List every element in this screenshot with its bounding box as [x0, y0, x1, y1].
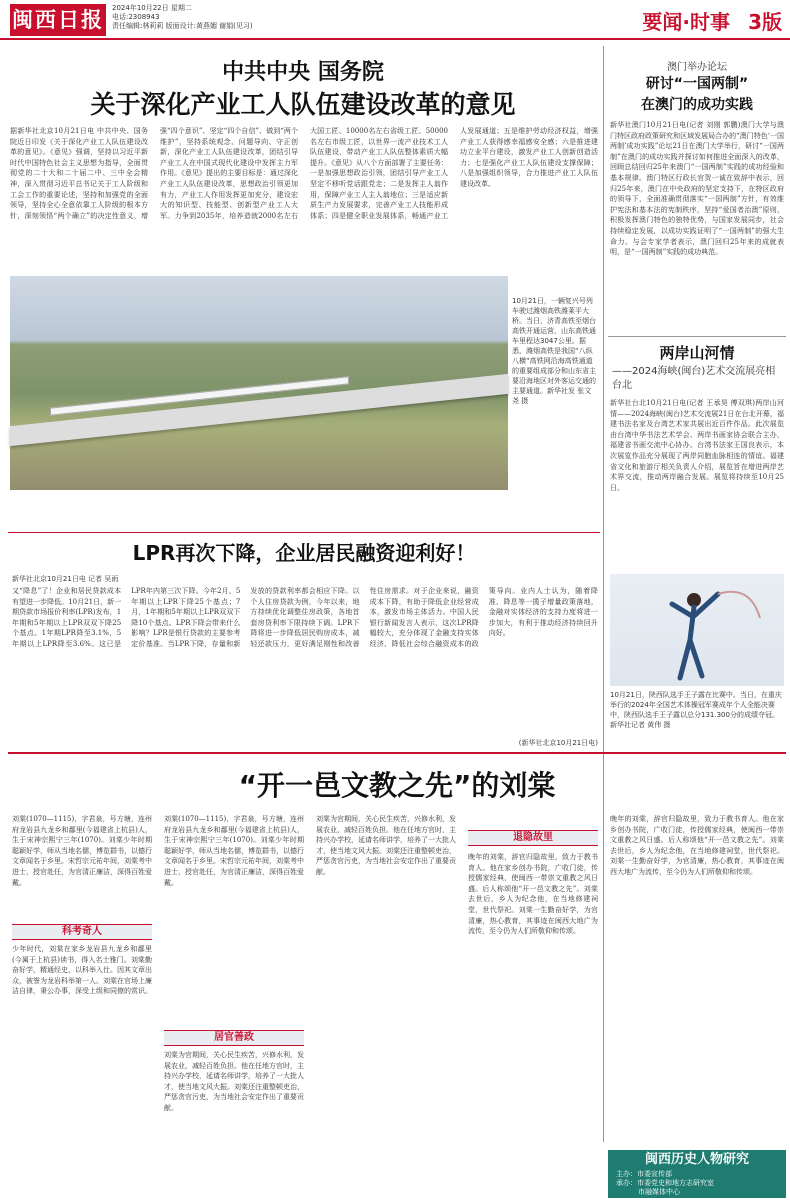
feature-body-d2: 晚年的刘棠，辞官归隐故里，致力于教书育人。他在家乡创办书院，广收门徒，传授儒家经典，使闽西一带崇文重教之风日盛。后人称颂他“开一邑文教之先”。刘棠去世后，乡人为纪念他，在当地修建祠堂，世代祭祀。刘棠一生勤奋好学，为官清廉，热心教育，其事迹在闽西大地广为流传，至今仍为人们所敬仰和传颂。	[610, 815, 784, 876]
feature-body-d: 晚年的刘棠，辞官归隐故里，致力于教书育人。他在家乡创办书院，广收门徒，传授儒家经典，使闽西一带崇文重教之风日盛。后人称颂他“开一邑文教之先”。刘棠去世后，乡人为纪念他，在当地修建祠堂，世代祭祀。刘棠一生勤奋好学，为官清廉，热心教育，其事迹在闽西大地广为流传，至今仍为人们所敬仰和传颂。	[468, 853, 598, 936]
feature-body-c: 刘棠为官期间，关心民生疾苦，兴修水利，发展农业，减轻百姓负担。他在任地方官时，主持兴办学校，延请名师讲学，培养了一大批人才，使当地文风大振。刘棠还注重整顿吏治，严惩贪官污吏，为当地社会安定作出了重要贡献。	[164, 1051, 304, 1112]
gymnast-caption: 10月21日，陕西队选手王子露在比赛中。当日，在重庆举行的2024年全国艺术体操冠军赛成年个人全能决赛中，陕西队选手王子露以总分131.300分的成绩夺冠。新华社记者 黄伟 摄	[610, 691, 782, 729]
lpr-body: 又“降息”了！企业和居民贷款成本有望进一步降低。10月21日，新一期贷款市场报价利率(LPR)发布，1年期和5年期以上LPR双双下降25个基点。1年期LPR降至3.1%，5年期以上LPR降至3.6%。这已是LPR年内第三次下降。今年2月，5年期以上LPR下降25个基点；7月，1年期和5年期以上LPR双双下降10个基点。LPR下降会带来什么影响？LPR是银行贷款的主要参考定价基准。当LPR下降，存量和新发放的贷款利率都会相应下降。以个人住房贷款为例，今年以来，地方持续优化调整住房政策，各地首套房贷利率下限持续下调。LPR下降将进一步降低居民购房成本，减轻还款压力，更好满足刚性和改善性住房需求。对于企业来说，融资成本下降，有助于降低企业经营成本，激发市场主体活力。中国人民银行新闻发言人表示，这次LPR降幅较大，充分体现了金融支持实体经济、降低社会综合融资成本的政策导向。业内人士认为，随着降准、降息等一揽子增量政策落地，金融对实体经济的支持力度将进一步加大，有利于推动经济持续回升向好。	[12, 587, 598, 648]
lpr-byline: 新华社北京10月21日电 记者 吴雨	[12, 575, 119, 583]
sidebar1-body: 新华社澳门10月21日电(记者 刘刚 郭鹏)澳门大学与澳门特区政府政策研究和区域发展局合办的“澳门特色‘一国两制’成功实践”论坛21日在澳门大学举行，研讨“一国两制”在澳门的成功实践并探讨如何推进全面深入的改革，回顾总结回归25年来澳门“一国两制”实践的成功经验和基本规律。澳门特区行政长官贺一诚在致辞中表示，回归25年来，澳门在中央政府的坚定支持下，在特区政府的领导下，全面准确贯彻落实“一国两制”方针，有效维护宪法和基本法的宪制秩序，坚持“爱国者治澳”原则，积极发挥澳门特色的独特优势，与国家发展同步，社会持续稳定发展，以成功实践证明了“一国两制”的强大生命力。与会专家学者表示，澳门回归25年来的成就表明，是“一国两制”实践的成功典范。	[610, 121, 784, 257]
sidebar1-title-line2: 在澳门的成功实践	[641, 97, 753, 113]
newspaper-logo: 闽西日报	[10, 4, 106, 36]
gymnast-photo	[610, 574, 784, 686]
sidebar-divider	[608, 336, 786, 337]
masthead	[0, 0, 790, 40]
lead-body: 据新华社北京10月21日电 中共中央、国务院近日印发《关于深化产业工人队伍建设改革的意见》。《意见》强调，坚持以习近平新时代中国特色社会主义思想为指导，全面贯彻党的二十大和二十届二中、三中全会精神，深入贯彻习近平总书记关于工人阶级和工会工作的重要论述，坚持和加强党的全面领导，坚持全心全意依靠工人阶级的根本方针，深刻领悟“两个确立”的决定性意义，增强“四个意识”、坚定“四个自信”、做到“两个维护”，坚持系统观念、问题导向、守正创新，深化产业工人队伍建设改革，团结引导产业工人在中国式现代化建设中发挥主力军作用。《意见》提出的主要目标是：通过深化产业工人队伍建设改革，思想政治引领更加有力，产业工人作用发挥更加充分，建设宏大的知识型、技能型、创新型产业工人大军。力争到2035年，培养造就2000名左右大国工匠、10000名左右省级工匠、50000名左右市级工匠，以世界一流产业技术工人队伍建设，带动产业工人队伍整体素质大幅提升。《意见》从八个方面部署了主要任务：一是加强思想政治引领，团结引导产业工人坚定不移听党话跟党走；二是发挥主人翁作用，保障产业工人主人翁地位；三是适应新质生产力发展要求，完善产业工人技能形成体系；四是健全职业发展体系，畅通产业工人发展通道；五是维护劳动经济权益，增强产业工人获得感幸福感安全感；六是推进建功立业平台建设，激发产业工人创新创造活力；七是强化产业工人队伍建设支撑保障；八是加强组织领导，合力推进产业工人队伍建设改革。	[10, 127, 598, 220]
lpr-title: LPR再次下降，企业居民融资迎利好！	[132, 541, 476, 565]
sidebar2-body: 新华社台北10月21日电(记者 王承昊 傅双琪)两岸山河情——2024海峡(闽台)艺术交流展21日在台北开幕，福建书法名家及台湾艺术家共展出近百件作品。此次展览由台湾中华书法艺术学会、两岸书画家协会联合主办，福建省书画交流中心协办。台湾书法家王国良表示，本次展览作品充分展现了两岸同胞血脉相连的情谊。福建省文化和旅游厅相关负责人介绍，展览旨在增进两岸艺术界交流，推动两岸融合发展。展览将持续至10月25日。	[610, 399, 784, 492]
banner-line3: 市融媒体中心	[638, 1188, 680, 1196]
section-title: 要闻·时事	[642, 10, 730, 34]
tag-keju: 科考奇人	[12, 924, 152, 940]
feature-top-rule	[8, 752, 786, 754]
highspeed-train-photo	[10, 276, 508, 490]
column-banner	[608, 1150, 786, 1198]
editor-credits: 责任编辑:林莉莉 版面设计:黄燕媚 谢娟(见习)	[112, 22, 253, 30]
banner-line1: 主办：市委宣传部	[616, 1170, 672, 1178]
lead-title-line1: 中共中央 国务院	[222, 60, 384, 85]
lpr-footer: (新华社北京10月21日电)	[518, 739, 598, 747]
feature-body-c2: 刘棠为官期间，关心民生疾苦，兴修水利，发展农业，减轻百姓负担。他在任地方官时，主持兴办学校，延请名师讲学，培养了一大批人才，使当地文风大振。刘棠还注重整顿吏治，严惩贪官污吏，为当地社会安定作出了重要贡献。	[316, 815, 456, 876]
lpr-top-rule	[8, 532, 600, 533]
feature-body-a2: 刘棠(1070—1115)，字君泉，号方塘，连州府龙岩县九龙乡和鄱里(今福建省上杭县)人，生于宋神宗熙宁三年(1070)。刘棠少年时期聪颖好学，师从当地名儒，博览群书，以德行文章闻名于乡里。宋哲宗元祐年间，刘棠考中进士，授官赴任，为官清正廉洁，深得百姓爱戴。	[164, 815, 304, 887]
lead-title-line2: 关于深化产业工人队伍建设改革的意见	[90, 90, 516, 119]
sidebar1-kicker: 澳门举办论坛	[667, 62, 727, 72]
sidebar2-subtitle: ——2024海峡(闽台)艺术交流展亮相台北	[612, 366, 776, 391]
feature-title: “开一邑文教之先”的刘棠	[238, 769, 556, 802]
banner-line2: 承办：市委党史和地方志研究室	[616, 1179, 714, 1187]
sidebar1-title-line1: 研讨“一国两制”	[645, 76, 749, 92]
page-number: 3版	[748, 10, 782, 34]
tag-juguan: 居官善政	[164, 1030, 304, 1046]
column-divider	[603, 46, 604, 1142]
tag-tuiyin: 退隐故里	[468, 830, 598, 846]
masthead-meta	[112, 4, 253, 31]
feature-body-a: 刘棠(1070—1115)，字君泉，号方塘，连州府龙岩县九龙乡和鄱里(今福建省上杭县)人，生于宋神宗熙宁三年(1070)。刘棠少年时期聪颖好学，师从当地名儒，博览群书，以德行文章闻名于乡里。宋哲宗元祐年间，刘棠考中进士，授官赴任，为官清正廉洁，深得百姓爱戴。	[12, 815, 152, 887]
gymnast-figure	[610, 574, 784, 686]
contact-phone: 电话:2308943	[112, 13, 160, 21]
banner-title: 闽西历史人物研究	[644, 1152, 749, 1167]
issue-date: 2024年10月22日 星期二	[112, 4, 192, 12]
feature-body-b: 少年时代，刘棠在家乡龙岩县九龙乡和鄱里(今属于上杭县)读书，得入名士雅门。刘棠勤奋好学，精通经史，以科举入仕。因其文章出众，被誉为龙岩科举第一人。刘棠在官场上廉洁自律，秉公办事，深受上级和同僚的赏识。	[12, 945, 152, 996]
sidebar2-title: 两岸山河情	[659, 344, 735, 362]
photo-caption: 10月21日，一辆复兴号列车驶过潍烟高铁潍莱平大桥。当日，济青高铁至烟台高铁开通运营，山东高铁通车里程达3047公里。据悉，潍烟高铁是我国“八纵八横”高铁网沿海高铁通道的重要组成部分和山东省主要沿海地区对外客运交通的主要通道。新华社发 张文尧 摄	[512, 297, 596, 405]
